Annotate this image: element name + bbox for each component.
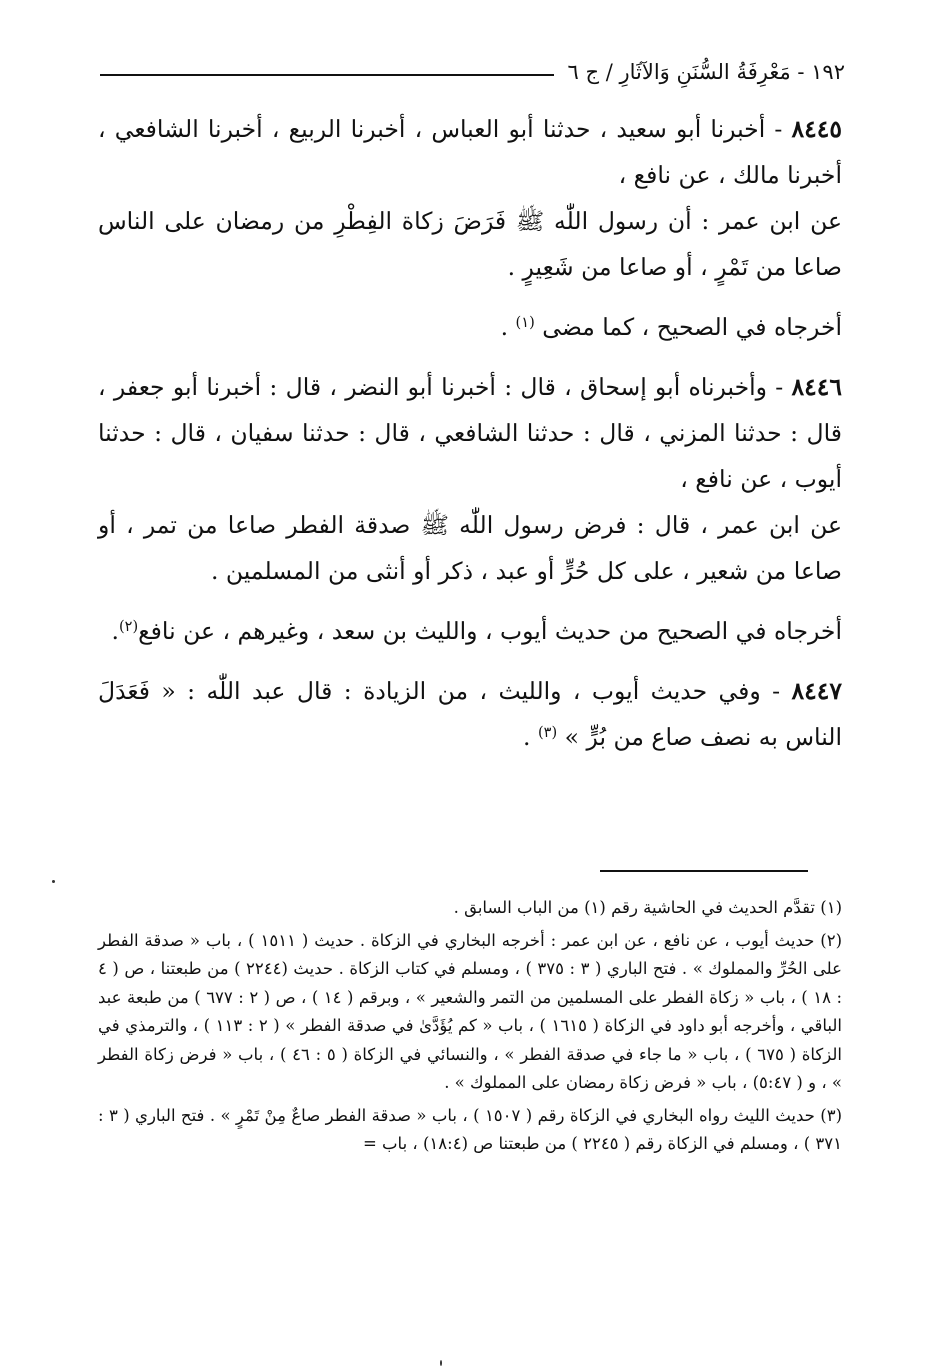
hadith-8446-takhrij [98,608,842,654]
takhrij-text: أخرجاه في الصحيح ، كما مضى [542,313,842,341]
footnote-2: (٢) حديث أيوب ، عن نافع ، عن ابن عمر : أخرجه البخاري في الزكاة . حديث ( ١٥١١ ) ، باب « صدقة الفطر على الحُرِّ والمملوك » . فتح الباري ( ٣ : ٣٧٥ ) ، ومسلم في كتاب الزكاة . حديث (٢٢٤٤ ) من طبعتنا ، ص ( ٤ : ١٨ ) ، باب « زكاة الفطر على المسلمين من التمر والشعير » ، وبرقم ( ١٤ ) ، ص ( ٢ : ٦٧٧ ) من طبعة عبد الباقي ، وأخرجه أبو داود في الزكاة ( ١٦١٥ ) ، باب « كم يُؤَدَّىٰ في صدقة الفطر » ( ٢ : ١١٣ ) ، والترمذي في الزكاة ( ٦٧٥ ) ، باب « ما جاء في صدقة الفطر » ، والنسائي في الزكاة ( ٥ : ٤٦ ) ، باب « فرض زكاة الفطر » ، و ( ٥:٤٧) ، باب « فرض زكاة رمضان على المملوك » . [98,930,842,1092]
scan-speck [440,1360,442,1366]
hadith-8447 [98,668,842,760]
footnote-ref-3[interactable]: (٣) [537,724,558,741]
takhrij-text: أخرجاه في الصحيح من حديث أيوب ، والليث بن سعد ، وغيرهم ، عن نافع [138,617,842,645]
running-header [100,52,845,92]
running-title: ١٩٢ - مَعْرِفَةُ السُّنَنِ وَالآثَارِ / ج ٦ [567,60,845,84]
footnote-ref-1[interactable]: (١) [515,314,535,331]
hadith-8445-matn: عن ابن عمر : أن رسول اللّٰه ﷺ فَرَضَ زكاة الفِطْرِ من رمضان على الناس صاعا من تَمْرٍ ، أو صاعا من شَعِيرٍ . [98,207,842,281]
hadith-8445-isnad [98,106,842,198]
sentence-end: . [111,617,119,645]
footnote-ref-2[interactable]: (٢) [118,618,139,635]
isnad-text: - وأخبرناه أبو إسحاق ، قال : أخبرنا أبو النضر ، قال : أخبرنا أبو جعفر ، قال : حدثنا المزني ، قال : حدثنا الشافعي ، قال : حدثنا سفيان ، قال : حدثنا أيوب ، عن نافع ، [98,373,842,493]
hadith-8446-matn: عن ابن عمر ، قال : فرض رسول اللّٰه ﷺ صدقة الفطر صاعا من تمر ، أو صاعا من شعير ، على كل حُرٍّ أو عبد ، ذكر أو أنثى من المسلمين . [98,511,842,585]
scan-speck [52,880,55,883]
hadith-8445-takhrij [98,304,842,350]
footnote-separator [600,870,808,872]
hadith-number: ٨٤٤٧ [791,677,842,705]
sentence-end: . [523,723,538,751]
isnad-text: - أخبرنا أبو سعيد ، حدثنا أبو العباس ، أخبرنا الربيع ، أخبرنا الشافعي ، أخبرنا مالك ، عن نافع ، [98,115,842,189]
sentence-end: . [500,313,516,341]
hadith-8446-isnad [98,364,842,502]
header-rule [100,74,554,76]
footnote-1: (١) تقدَّم الحديث في الحاشية رقم (١) من الباب السابق . [453,898,842,917]
hadith-number: ٨٤٤٦ [791,373,842,401]
hadith-text: - وفي حديث أيوب ، والليث ، من الزيادة : قال عبد اللّٰه : « فَعَدَلَ الناس به نصف صاع من بُرٍّ » [98,677,842,751]
footnote-3: (٣) حديث الليث رواه البخاري في الزكاة رقم ( ١٥٠٧ ) ، باب « صدقة الفطر صاعٌ مِنْ تَمْرٍ » . فتح الباري ( ٣ : ٣٧١ ) ، ومسلم في الزكاة رقم ( ٢٢٤٥ ) من طبعتنا ص (١٨:٤) ، باب = [98,1105,842,1153]
main-text [98,106,842,774]
hadith-number: ٨٤٤٥ [791,115,842,143]
footnotes [98,894,842,1163]
